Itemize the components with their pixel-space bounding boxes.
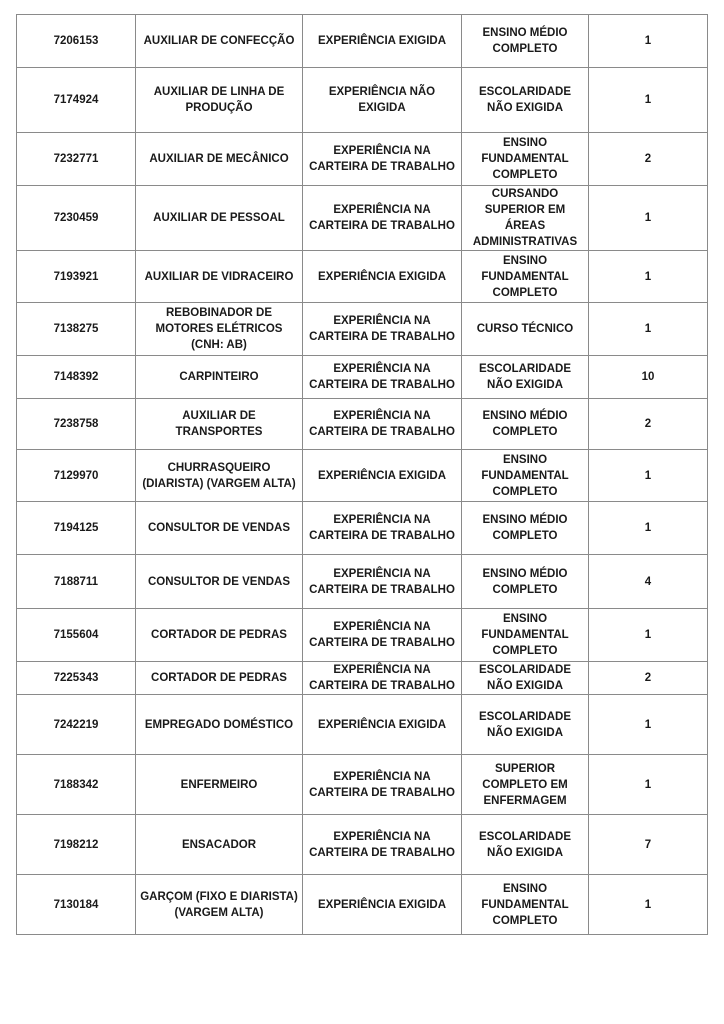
- job-vacancies-cell: 1: [589, 303, 708, 356]
- job-vacancies-cell: 1: [589, 609, 708, 662]
- job-role-cell: CORTADOR DE PEDRAS: [136, 609, 303, 662]
- job-education-cell: ENSINO MÉDIO COMPLETO: [462, 502, 589, 555]
- job-code-cell: 7155604: [17, 609, 136, 662]
- table-row: [17, 815, 708, 875]
- job-experience-cell: EXPERIÊNCIA NA CARTEIRA DE TRABALHO: [303, 356, 462, 399]
- job-education-cell: ESCOLARIDADE NÃO EXIGIDA: [462, 356, 589, 399]
- job-code-cell: 7129970: [17, 450, 136, 502]
- job-experience-cell: EXPERIÊNCIA NA CARTEIRA DE TRABALHO: [303, 609, 462, 662]
- job-vacancies-cell: 1: [589, 755, 708, 815]
- job-education-cell: ESCOLARIDADE NÃO EXIGIDA: [462, 662, 589, 695]
- table-row: [17, 450, 708, 502]
- job-vacancies-cell: 2: [589, 133, 708, 186]
- table-row: [17, 356, 708, 399]
- table-row: [17, 68, 708, 133]
- job-experience-cell: EXPERIÊNCIA NA CARTEIRA DE TRABALHO: [303, 815, 462, 875]
- job-experience-cell: EXPERIÊNCIA NA CARTEIRA DE TRABALHO: [303, 662, 462, 695]
- job-code-cell: 7230459: [17, 186, 136, 251]
- job-education-cell: ENSINO MÉDIO COMPLETO: [462, 555, 589, 609]
- job-code-cell: 7130184: [17, 875, 136, 935]
- job-vacancies-cell: 1: [589, 15, 708, 68]
- job-role-cell: CORTADOR DE PEDRAS: [136, 662, 303, 695]
- job-role-cell: AUXILIAR DE PESSOAL: [136, 186, 303, 251]
- job-code-cell: 7194125: [17, 502, 136, 555]
- job-experience-cell: EXPERIÊNCIA NA CARTEIRA DE TRABALHO: [303, 133, 462, 186]
- job-code-cell: 7138275: [17, 303, 136, 356]
- job-code-cell: 7232771: [17, 133, 136, 186]
- job-role-cell: GARÇOM (FIXO E DIARISTA) (VARGEM ALTA): [136, 875, 303, 935]
- job-role-cell: CARPINTEIRO: [136, 356, 303, 399]
- job-experience-cell: EXPERIÊNCIA NA CARTEIRA DE TRABALHO: [303, 303, 462, 356]
- job-role-cell: EMPREGADO DOMÉSTICO: [136, 695, 303, 755]
- table-row: [17, 555, 708, 609]
- job-role-cell: CHURRASQUEIRO (DIARISTA) (VARGEM ALTA): [136, 450, 303, 502]
- job-education-cell: ENSINO FUNDAMENTAL COMPLETO: [462, 251, 589, 303]
- job-code-cell: 7238758: [17, 399, 136, 450]
- job-experience-cell: EXPERIÊNCIA NA CARTEIRA DE TRABALHO: [303, 755, 462, 815]
- table-row: [17, 399, 708, 450]
- job-role-cell: CONSULTOR DE VENDAS: [136, 555, 303, 609]
- job-experience-cell: EXPERIÊNCIA EXIGIDA: [303, 15, 462, 68]
- job-vacancies-cell: 7: [589, 815, 708, 875]
- job-experience-cell: EXPERIÊNCIA NA CARTEIRA DE TRABALHO: [303, 186, 462, 251]
- job-code-cell: 7225343: [17, 662, 136, 695]
- job-vacancies-cell: 1: [589, 502, 708, 555]
- job-education-cell: ENSINO MÉDIO COMPLETO: [462, 399, 589, 450]
- job-code-cell: 7242219: [17, 695, 136, 755]
- job-role-cell: AUXILIAR DE MECÂNICO: [136, 133, 303, 186]
- job-role-cell: AUXILIAR DE VIDRACEIRO: [136, 251, 303, 303]
- job-experience-cell: EXPERIÊNCIA NÃO EXIGIDA: [303, 68, 462, 133]
- job-education-cell: ENSINO FUNDAMENTAL COMPLETO: [462, 450, 589, 502]
- table-row: [17, 609, 708, 662]
- job-vacancies-cell: 1: [589, 68, 708, 133]
- table-row: [17, 502, 708, 555]
- job-education-cell: SUPERIOR COMPLETO EM ENFERMAGEM: [462, 755, 589, 815]
- job-education-cell: ESCOLARIDADE NÃO EXIGIDA: [462, 695, 589, 755]
- job-role-cell: ENSACADOR: [136, 815, 303, 875]
- job-vacancies-cell: 1: [589, 450, 708, 502]
- job-code-cell: 7188342: [17, 755, 136, 815]
- job-experience-cell: EXPERIÊNCIA NA CARTEIRA DE TRABALHO: [303, 555, 462, 609]
- job-role-cell: CONSULTOR DE VENDAS: [136, 502, 303, 555]
- job-vacancies-cell: 10: [589, 356, 708, 399]
- job-vacancies-cell: 1: [589, 186, 708, 251]
- job-vacancies-cell: 2: [589, 399, 708, 450]
- table-row: [17, 875, 708, 935]
- job-experience-cell: EXPERIÊNCIA NA CARTEIRA DE TRABALHO: [303, 502, 462, 555]
- job-experience-cell: EXPERIÊNCIA EXIGIDA: [303, 695, 462, 755]
- job-education-cell: ENSINO FUNDAMENTAL COMPLETO: [462, 133, 589, 186]
- table-row: [17, 186, 708, 251]
- job-experience-cell: EXPERIÊNCIA EXIGIDA: [303, 251, 462, 303]
- job-education-cell: CURSO TÉCNICO: [462, 303, 589, 356]
- job-vacancies-cell: 1: [589, 251, 708, 303]
- job-code-cell: 7193921: [17, 251, 136, 303]
- job-education-cell: ENSINO FUNDAMENTAL COMPLETO: [462, 609, 589, 662]
- job-experience-cell: EXPERIÊNCIA NA CARTEIRA DE TRABALHO: [303, 399, 462, 450]
- job-code-cell: 7174924: [17, 68, 136, 133]
- job-education-cell: ESCOLARIDADE NÃO EXIGIDA: [462, 815, 589, 875]
- table-row: [17, 755, 708, 815]
- table-row: [17, 695, 708, 755]
- job-education-cell: CURSANDO SUPERIOR EM ÁREAS ADMINISTRATIVAS: [462, 186, 589, 251]
- job-role-cell: REBOBINADOR DE MOTORES ELÉTRICOS (CNH: AB): [136, 303, 303, 356]
- table-row: [17, 303, 708, 356]
- table-row: [17, 15, 708, 68]
- table-row: [17, 133, 708, 186]
- job-code-cell: 7198212: [17, 815, 136, 875]
- job-role-cell: AUXILIAR DE TRANSPORTES: [136, 399, 303, 450]
- job-vacancies-cell: 1: [589, 875, 708, 935]
- job-openings-table: [16, 14, 708, 935]
- table-body: [17, 15, 708, 935]
- job-code-cell: 7188711: [17, 555, 136, 609]
- job-education-cell: ENSINO MÉDIO COMPLETO: [462, 15, 589, 68]
- job-role-cell: ENFERMEIRO: [136, 755, 303, 815]
- job-vacancies-cell: 1: [589, 695, 708, 755]
- job-code-cell: 7206153: [17, 15, 136, 68]
- job-education-cell: ENSINO FUNDAMENTAL COMPLETO: [462, 875, 589, 935]
- job-vacancies-cell: 2: [589, 662, 708, 695]
- job-role-cell: AUXILIAR DE LINHA DE PRODUÇÃO: [136, 68, 303, 133]
- job-education-cell: ESCOLARIDADE NÃO EXIGIDA: [462, 68, 589, 133]
- job-experience-cell: EXPERIÊNCIA EXIGIDA: [303, 875, 462, 935]
- job-code-cell: 7148392: [17, 356, 136, 399]
- table-row: [17, 251, 708, 303]
- job-role-cell: AUXILIAR DE CONFECÇÃO: [136, 15, 303, 68]
- table-row: [17, 662, 708, 695]
- job-experience-cell: EXPERIÊNCIA EXIGIDA: [303, 450, 462, 502]
- job-vacancies-cell: 4: [589, 555, 708, 609]
